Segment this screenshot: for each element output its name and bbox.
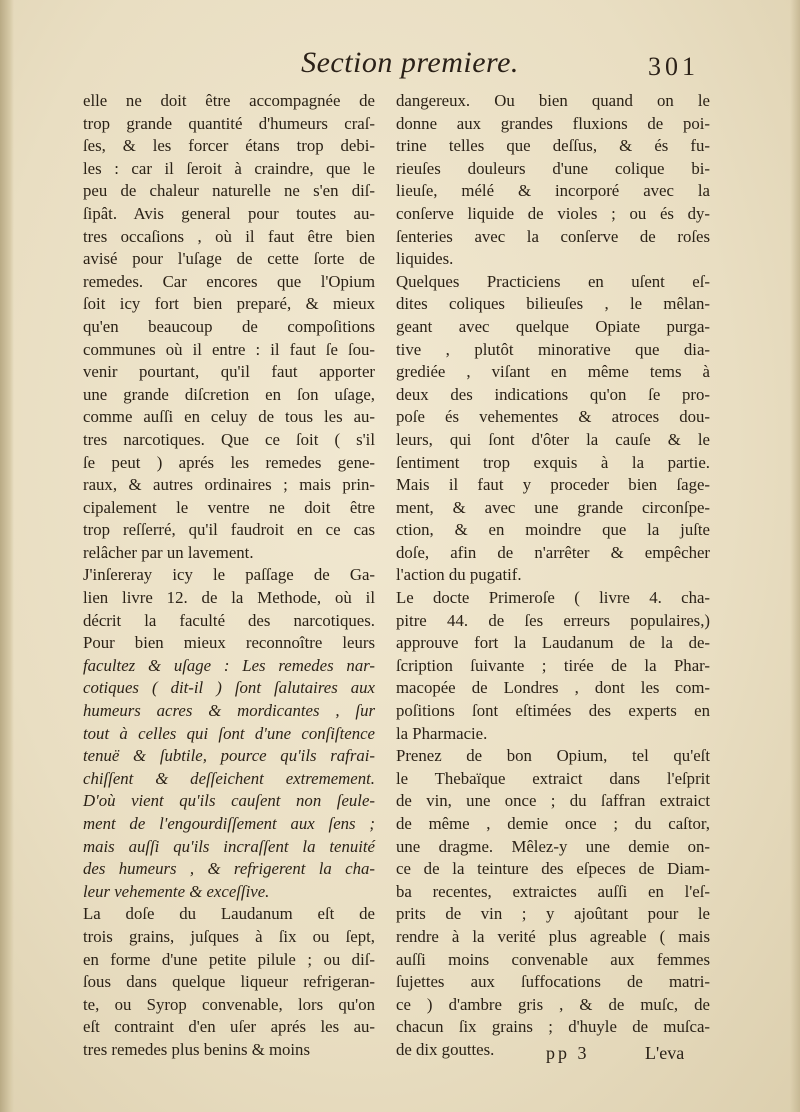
right-column-line: conſerve liquide de violes ; ou és dy- xyxy=(396,203,710,223)
left-column-line: décrit la faculté des narcotiques. xyxy=(83,610,375,630)
left-column-line: cipalement le ventre ne doit être xyxy=(83,497,375,517)
left-column-line: tres remedes plus benins & moins xyxy=(83,1039,310,1059)
right-column-line: dangereux. Ou bien quand on le xyxy=(396,91,710,110)
right-column-line: dites coliques bilieuſes , le mêlan- xyxy=(396,294,710,314)
left-column-line: tout à celles qui ſont d'une conſiſtence xyxy=(83,723,375,743)
right-column-line: lieuſe, mélé & incorporé avec la xyxy=(396,181,710,201)
right-column-line: ſenteries avec la conſerve de roſes xyxy=(396,226,710,246)
right-column-line: de dix gouttes. xyxy=(396,1039,495,1059)
left-column-line: peu de chaleur naturelle ne s'en diſ- xyxy=(83,181,375,201)
left-column-line: en forme d'une petite pilule ; ou diſ- xyxy=(83,949,375,969)
right-text-column xyxy=(396,90,710,1062)
right-column-line: ſujettes aux ſuffocations de matri- xyxy=(396,972,710,992)
right-column-line: une dragme. Mêlez-y une demie on- xyxy=(396,836,710,856)
left-column-line: avisé pour l'uſage de cette ſorte de xyxy=(83,249,375,269)
left-column-line: trop reſſerré, qu'il faudroit en ce cas xyxy=(83,520,375,540)
left-column-line: comme auſſi en celuy de tous les au- xyxy=(83,407,375,427)
left-text-column xyxy=(83,90,375,1062)
left-column-line: leur vehemente & exceſſive. xyxy=(83,881,270,901)
left-column-line: relâcher par un lavement. xyxy=(83,542,254,562)
right-column-line: Quelques Practiciens en uſent eſ- xyxy=(396,271,710,291)
left-column-line: communes où il entre : il faut ſe ſou- xyxy=(83,339,375,359)
right-column-line: prits de vin ; y ajoûtant pour le xyxy=(396,904,710,924)
left-column-line: tenuë & ſubtile, pource qu'ils rafrai- xyxy=(83,746,375,766)
right-column-line: grediée , viſant en même tems à xyxy=(396,362,710,382)
right-column-line: de vin, une once ; du ſaffran extraict xyxy=(396,791,710,811)
right-column-line: liquides. xyxy=(396,249,454,269)
running-title: Section premiere. xyxy=(301,46,519,79)
left-column-line: La doſe du Laudanum eſt de xyxy=(83,904,375,924)
right-column-line: de même , demie once ; du caſtor, xyxy=(396,814,710,833)
right-column-line: ment, & avec une grande circonſpe- xyxy=(396,497,710,517)
right-column-line: macopée de Londres , dont les com- xyxy=(396,678,710,698)
left-column-line: des humeurs , & refrigerent la cha- xyxy=(83,859,375,879)
right-column-line: geant avec quelque Opiate purga- xyxy=(396,316,710,336)
page-edge-shadow xyxy=(790,0,800,1112)
right-column-line: Mais il faut y proceder bien ſage- xyxy=(396,475,710,495)
left-column-line: Pour bien mieux reconnoître leurs xyxy=(83,633,375,653)
catchword: L'eva xyxy=(645,1043,685,1063)
left-column-line: cotiques ( dit-il ) ſont ſalutaires aux xyxy=(83,678,375,698)
left-column-line: une grande diſcretion en ſon uſage, xyxy=(83,384,375,404)
right-column-line: leurs, qui ſont d'ôter la cauſe & le xyxy=(396,429,710,449)
right-column-line: ſentiment trop exquis à la partie. xyxy=(396,452,710,472)
left-column-line: ſe peut ) aprés les remedes gene- xyxy=(83,452,375,472)
left-column-line: tres occaſions , où il faut être bien xyxy=(83,226,375,246)
left-column-line: remedes. Car encores que l'Opium xyxy=(83,271,375,291)
left-column-line: mais auſſi qu'ils incraſſent la tenuité xyxy=(83,836,375,856)
left-column-line: eſt contraint d'en uſer aprés les au- xyxy=(83,1017,375,1037)
left-column-line: humeurs acres & mordicantes , ſur xyxy=(83,701,375,721)
left-column-line: ſipât. Avis general pour toutes au- xyxy=(83,203,375,223)
left-column-line: J'inſereray icy le paſſage de Ga- xyxy=(83,565,375,585)
right-column-line: ſcription ſuivante ; tirée de la Phar- xyxy=(396,655,710,675)
right-column-line: auſſi moins convenable aux femmes xyxy=(396,949,710,969)
right-column-line: Prenez de bon Opium, tel qu'eſt xyxy=(396,746,710,766)
right-column-line: pitre 44. de ſes erreurs populaires,) xyxy=(396,610,710,630)
left-column-line: qu'en beaucoup de compoſitions xyxy=(83,316,375,336)
right-column-line: ce de la teinture des eſpeces de Diam- xyxy=(396,859,710,879)
left-column-line: elle ne doit être accompagnée de xyxy=(83,91,375,110)
left-column-line: lien livre 12. de la Methode, où il xyxy=(83,588,375,608)
right-column-line: le Thebaïque extraict dans l'eſprit xyxy=(396,768,710,788)
left-column-line: tres narcotiques. Que ce ſoit ( s'il xyxy=(83,429,375,449)
left-column-line: chiſſent & deſſeichent extremement. xyxy=(83,768,375,788)
right-column-line: chacun ſix grains ; d'huyle de muſca- xyxy=(396,1017,710,1037)
right-column-line: deux des indications qu'on ſe pro- xyxy=(396,384,710,404)
left-column-line: raux, & autres ordinaires ; mais prin- xyxy=(83,475,375,495)
left-column-line: trop grande quantité d'humeurs craſ- xyxy=(83,113,375,133)
right-column-line: la Pharmacie. xyxy=(396,723,488,743)
right-column-line: rendre à la verité plus agreable ( mais xyxy=(396,926,710,946)
right-column-line: poſe és vehementes & atroces dou- xyxy=(396,407,710,427)
right-column-line: doſe, afin de n'arrêter & empêcher xyxy=(396,542,710,562)
right-column-line: ba recentes, extraictes auſſi en l'eſ- xyxy=(396,881,710,901)
left-column-line: D'où vient qu'ils cauſent non ſeule- xyxy=(83,791,375,811)
page-number: 301 xyxy=(648,52,699,81)
left-column-line: facultez & uſage : Les remedes nar- xyxy=(83,655,375,675)
left-column-line: les : car il ſeroit à craindre, que le xyxy=(83,158,375,178)
right-column-line: donne aux grandes fluxions de poi- xyxy=(396,113,710,133)
right-column-line: ce ) d'ambre gris , & de muſc, de xyxy=(396,994,710,1014)
right-column-line: trine telles que deſſus, & és fu- xyxy=(396,136,710,156)
left-column-line: ſes, & les forcer étans trop debi- xyxy=(83,136,375,156)
page-gutter-shadow xyxy=(0,0,14,1112)
right-column-line: Le docte Primeroſe ( livre 4. cha- xyxy=(396,588,710,608)
left-column-line: venir pourtant, qu'il faut apporter xyxy=(83,362,375,382)
left-column-line: ment de l'engourdiſſement aux ſens ; xyxy=(83,814,375,833)
left-column-line: ſous dans quelque liqueur refrigeran- xyxy=(83,972,375,992)
right-column-line: l'action du pugatif. xyxy=(396,565,522,585)
left-column-line: trois grains, juſques à ſix ou ſept, xyxy=(83,926,375,946)
left-column-line: te, ou Syrop convenable, lors qu'on xyxy=(83,994,375,1014)
right-column-line: ction, & en moindre que la juſte xyxy=(396,520,710,540)
right-column-line: tive , plutôt minorative que dia- xyxy=(396,339,710,359)
signature-mark: pp 3 xyxy=(546,1043,590,1063)
right-column-line: poſitions ſont eſtimées des experts en xyxy=(396,701,710,721)
left-column-line: ſoit icy fort bien preparé, & mieux xyxy=(83,294,375,314)
right-column-line: approuve fort la Laudanum de la de- xyxy=(396,633,710,653)
right-column-line: rieuſes douleurs d'une colique bi- xyxy=(396,158,710,178)
